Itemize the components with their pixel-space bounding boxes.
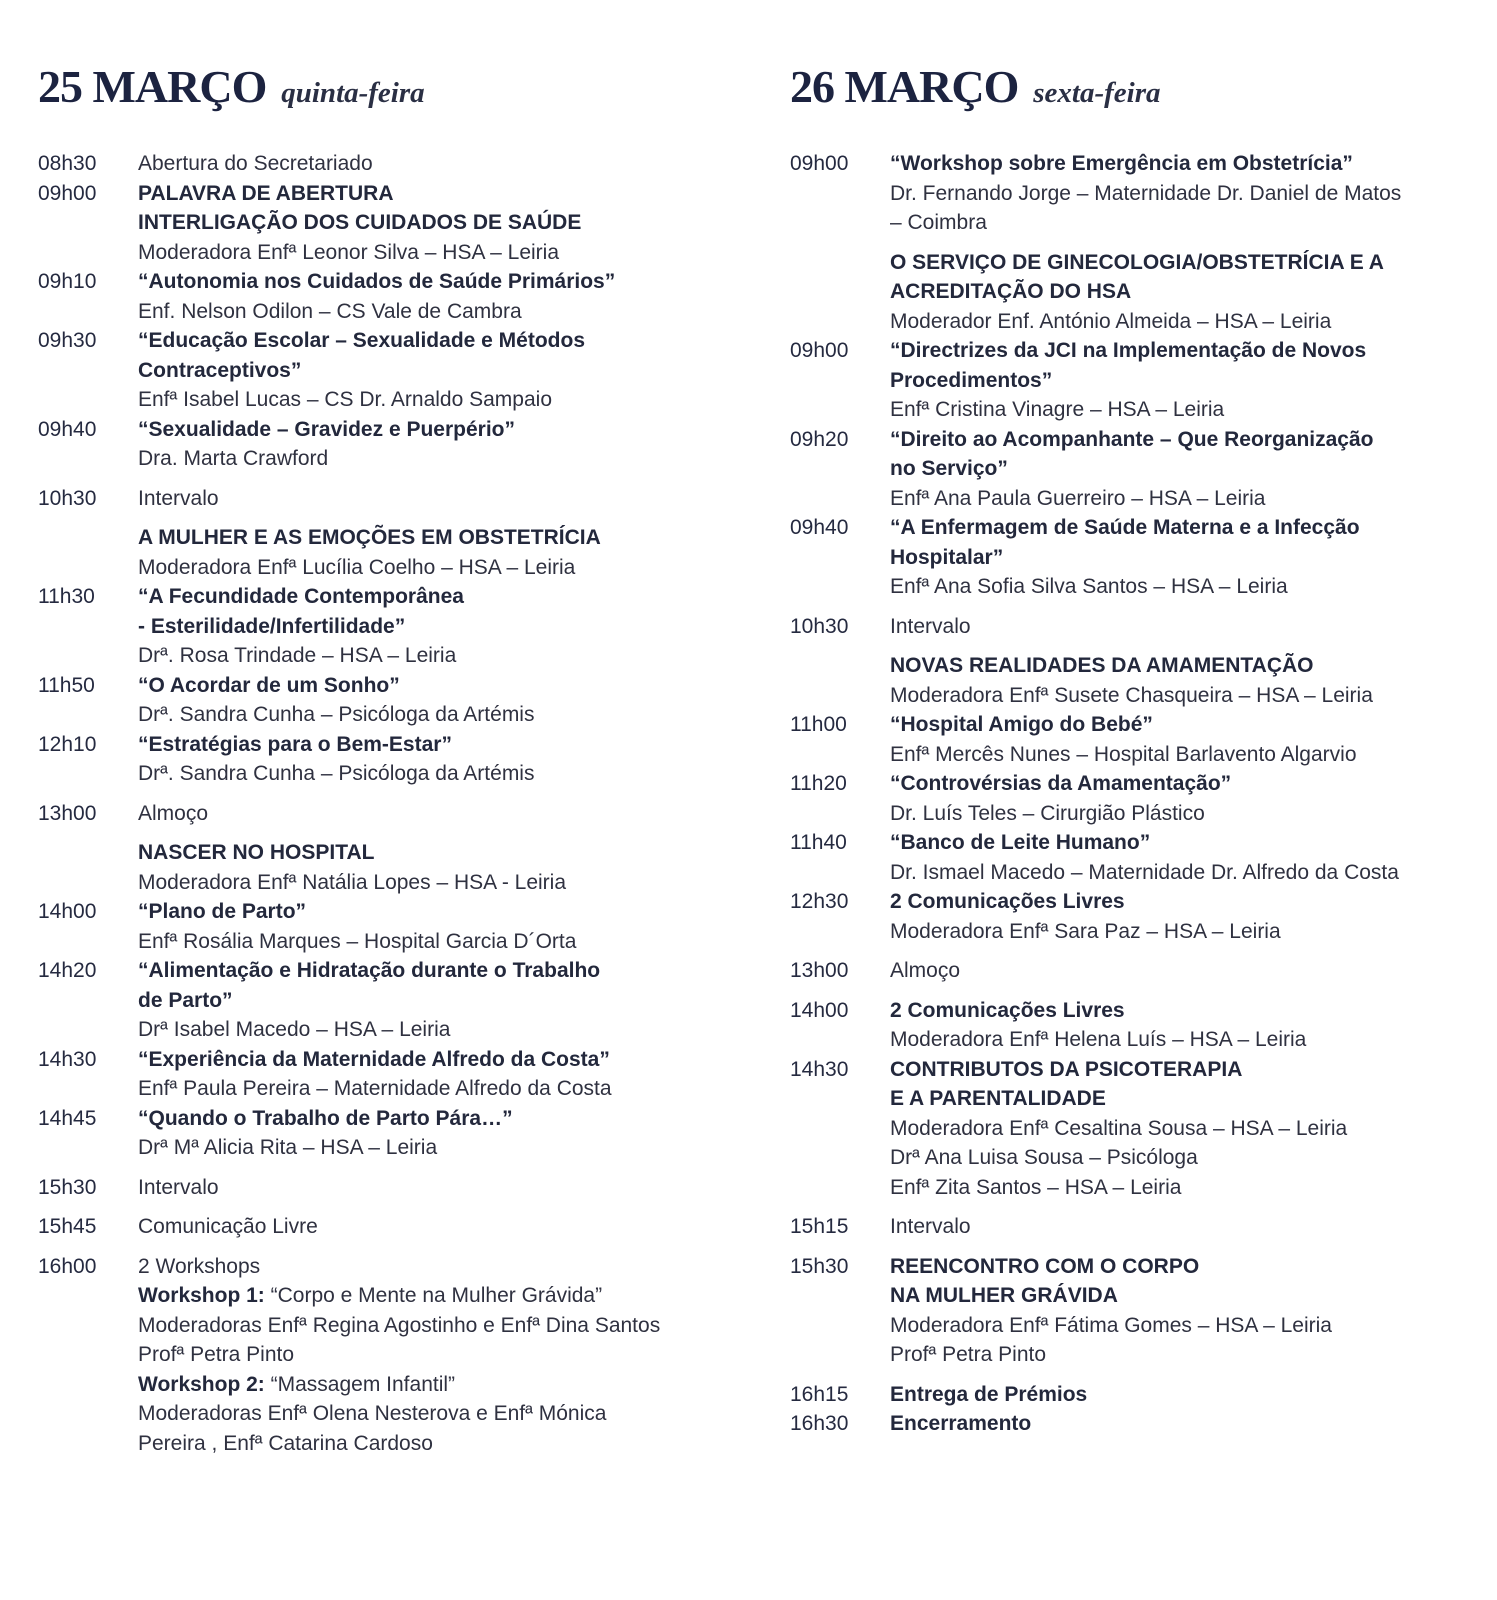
schedule-entry [38,956,738,1045]
schedule-entry [38,799,738,829]
session-title: “A Enfermagem de Saúde Materna e a Infecção [890,516,1360,539]
entry-time: 14h00 [38,900,97,923]
session-detail: Intervalo [890,1215,971,1238]
session-detail: Moderadora Enfª Leonor Silva – HSA – Leiria [138,240,560,264]
entry-time: 11h50 [38,673,95,697]
day-1-schedule [38,149,738,1458]
entry-details [138,267,738,326]
entry-details [890,1055,1480,1203]
entry-time: 11h00 [790,713,847,736]
entry-time: 09h10 [38,270,97,293]
day-1-weekday: quinta-feira [281,77,425,109]
session-detail: Dr. Luís Teles – Cirurgião Plástico [890,801,1205,825]
schedule-entry [38,326,738,415]
schedule-entry [790,248,1480,337]
entry-details [890,828,1480,887]
session-title: Encerramento [890,1412,1032,1435]
day-2-schedule [790,149,1480,1439]
schedule-entry [38,149,738,179]
workshop-label: Workshop 2: [138,1372,265,1396]
session-title: “Workshop sobre Emergência em Obstetrícia” [890,152,1353,175]
entry-details [138,1173,738,1203]
schedule-entry [38,730,738,789]
session-title: “A Fecundidade Contemporânea [138,585,464,608]
schedule-entry [790,336,1480,425]
entry-details [890,887,1480,946]
session-detail: 2 Workshops [138,1254,261,1278]
schedule-entry [38,1252,738,1459]
session-detail: Moderadora Enfª Fátima Gomes – HSA – Leiria [890,1313,1332,1337]
day-2-date: 26 MARÇO [790,61,1019,112]
entry-time: 09h40 [38,417,97,441]
schedule-entry [790,1252,1480,1370]
entry-details [890,513,1480,602]
session-detail: Enfª Mercês Nunes – Hospital Barlavento Algarvio [890,742,1357,766]
session-detail: – Coimbra [890,211,987,234]
session-title: “Controvérsias da Amamentação” [890,772,1232,795]
session-title: “Alimentação e Hidratação durante o Trabalho [138,959,601,982]
day-1-date: 25 MARÇO [38,61,267,112]
session-detail [138,1370,738,1400]
entry-details [890,710,1480,769]
schedule-entry [790,996,1480,1055]
entry-time: 15h45 [38,1215,97,1238]
session-detail: Dr. Ismael Macedo – Maternidade Dr. Alfredo da Costa [890,860,1399,884]
session-title: NASCER NO HOSPITAL [138,841,375,864]
entry-time: 09h30 [38,329,97,352]
session-title: “Hospital Amigo do Bebé” [890,713,1153,736]
entry-time: 14h20 [38,959,97,982]
session-detail: Moderadora Enfª Lucília Coelho – HSA – Leiria [138,555,576,579]
session-detail: Dr. Fernando Jorge – Maternidade Dr. Daniel de Matos [890,181,1402,205]
entry-time [790,248,890,337]
session-title: ACREDITAÇÃO DO HSA [890,280,1132,303]
session-title: INTERLIGAÇÃO DOS CUIDADOS DE SAÚDE [138,211,582,234]
schedule-entry [38,1212,738,1242]
entry-details [890,996,1480,1055]
session-detail: Profª Petra Pinto [890,1343,1047,1366]
session-detail: Intervalo [890,614,971,638]
session-detail: Moderadora Enfª Natália Lopes – HSA - Leiria [138,870,567,894]
entry-details [138,1212,738,1242]
session-detail: Drª Mª Alicia Rita – HSA – Leiria [138,1136,438,1159]
session-title: 2 Comunicações Livres [890,998,1125,1022]
schedule-entry [38,484,738,514]
day-2-column [790,60,1480,1439]
entry-details [890,248,1480,337]
session-title: “Autonomia nos Cuidados de Saúde Primários” [138,270,616,293]
session-detail: Abertura do Secretariado [138,152,373,175]
entry-time: 15h30 [38,1175,97,1199]
session-detail: Enfª Rosália Marques – Hospital Garcia D´Orta [138,929,577,953]
entry-details [890,956,1480,986]
entry-details [890,336,1480,425]
schedule-entry [790,956,1480,986]
entry-details [890,1212,1480,1242]
entry-time: 09h20 [790,427,849,451]
schedule-entry [790,769,1480,828]
session-detail: Almoço [890,959,961,982]
entry-details [890,612,1480,642]
entry-time: 13h00 [790,959,849,982]
entry-details [138,415,738,474]
entry-time: 16h15 [790,1382,849,1406]
entry-time [38,838,138,897]
session-detail: Moderadora Enfª Helena Luís – HSA – Leiria [890,1028,1307,1051]
entry-time [790,651,890,710]
session-detail: Drª Ana Luisa Sousa – Psicóloga [890,1146,1198,1169]
schedule-entry [38,1045,738,1104]
session-title: Hospitalar” [890,545,1004,569]
schedule-entry [38,671,738,730]
session-detail: Almoço [138,801,209,825]
entry-details [138,730,738,789]
entry-details [138,897,738,956]
entry-details [890,149,1480,238]
workshop-title: “Massagem Infantil” [264,1372,456,1396]
schedule-entry [790,149,1480,238]
entry-time [38,523,138,582]
schedule-entry [790,612,1480,642]
day-1-column [38,60,738,1458]
session-title: Entrega de Prémios [890,1382,1088,1406]
entry-time: 15h15 [790,1215,849,1238]
entry-details [890,651,1480,710]
entry-time: 14h30 [38,1047,97,1071]
schedule-entry [790,710,1480,769]
workshop-label: Workshop 1: [138,1284,265,1307]
session-title: “Direito ao Acompanhante – Que Reorganização [890,427,1374,451]
schedule-entry [38,897,738,956]
session-title: REENCONTRO COM O CORPO [890,1254,1200,1278]
session-detail: Drª. Sandra Cunha – Psicóloga da Artémis [138,703,535,726]
session-title: E A PARENTALIDADE [890,1087,1106,1110]
entry-time: 08h30 [38,152,97,175]
entry-time: 09h00 [790,152,849,175]
session-title: “Sexualidade – Gravidez e Puerpério” [138,417,515,441]
session-title: - Esterilidade/Infertilidade” [138,614,406,638]
schedule-entry [38,267,738,326]
schedule-entry [790,513,1480,602]
session-title: “Directrizes da JCI na Implementação de Novos [890,339,1367,362]
entry-details [890,1409,1480,1439]
session-title: Contraceptivos” [138,358,302,382]
entry-time: 11h30 [38,585,95,608]
entry-time: 09h00 [38,181,97,205]
schedule-entry [790,1212,1480,1242]
session-title: de Parto” [138,988,233,1012]
session-title: “Plano de Parto” [138,900,307,923]
schedule-entry [38,1104,738,1163]
entry-details [138,484,738,514]
entry-details [138,149,738,179]
session-detail: Enfª Ana Paula Guerreiro – HSA – Leiria [890,486,1266,510]
entry-time: 09h40 [790,516,849,539]
session-title: “O Acordar de um Sonho” [138,673,400,697]
session-title: “Estratégias para o Bem-Estar” [138,732,452,756]
entry-details [890,1252,1480,1370]
session-detail: Moderador Enf. António Almeida – HSA – Leiria [890,309,1332,333]
entry-details [138,1252,738,1459]
session-title: O SERVIÇO DE GINECOLOGIA/OBSTETRÍCIA E A [890,250,1384,274]
session-detail: Moderadoras Enfª Olena Nesterova e Enfª Mónica [138,1402,607,1425]
session-detail: Moderadora Enfª Susete Chasqueira – HSA – Leiria [890,683,1373,707]
schedule-entry [790,828,1480,887]
schedule-entry [790,425,1480,514]
session-title: “Educação Escolar – Sexualidade e Métodos [138,329,585,352]
entry-time: 14h00 [790,998,849,1022]
entry-time: 10h30 [790,614,849,638]
workshop-title: “Corpo e Mente na Mulher Grávida” [264,1284,603,1307]
schedule-entry [790,887,1480,946]
entry-time: 09h00 [790,339,849,362]
schedule-entry [790,1409,1480,1439]
entry-time: 10h30 [38,486,97,510]
entry-details [890,425,1480,514]
entry-time: 12h30 [790,890,849,913]
entry-time: 14h45 [38,1106,97,1130]
entry-details [138,179,738,268]
session-title: A MULHER E AS EMOÇÕES EM OBSTETRÍCIA [138,526,601,549]
session-detail: Intervalo [138,1175,219,1199]
entry-time: 12h10 [38,732,97,756]
session-title: CONTRIBUTOS DA PSICOTERAPIA [890,1057,1243,1081]
entry-time: 16h00 [38,1254,97,1278]
session-detail: Moderadora Enfª Cesaltina Sousa – HSA – Leiria [890,1116,1348,1140]
entry-details [138,1104,738,1163]
session-detail: Drª. Rosa Trindade – HSA – Leiria [138,644,457,667]
session-detail: Drª. Sandra Cunha – Psicóloga da Artémis [138,762,535,785]
session-title: “Experiência da Maternidade Alfredo da Costa” [138,1047,610,1071]
session-detail: Enfª Cristina Vinagre – HSA – Leiria [890,398,1225,421]
schedule-entry [790,651,1480,710]
session-detail: Enfª Zita Santos – HSA – Leiria [890,1175,1182,1199]
session-detail: Enfª Isabel Lucas – CS Dr. Arnaldo Sampaio [138,388,553,411]
schedule-entry [38,415,738,474]
entry-time: 15h30 [790,1254,849,1278]
session-detail: Profª Petra Pinto [138,1343,295,1366]
session-detail [138,1281,738,1311]
entry-time: 13h00 [38,801,97,825]
session-title: no Serviço” [890,457,1008,480]
entry-details [138,671,738,730]
session-detail: Enfª Paula Pereira – Maternidade Alfredo da Costa [138,1077,612,1100]
entry-details [890,769,1480,828]
entry-time: 11h40 [790,831,847,854]
session-detail: Pereira , Enfª Catarina Cardoso [138,1431,433,1455]
session-title: NA MULHER GRÁVIDA [890,1284,1118,1307]
entry-details [138,523,738,582]
entry-time: 14h30 [790,1057,849,1081]
schedule-entry [38,582,738,671]
session-title: “Quando o Trabalho de Parto Pára…” [138,1106,513,1130]
schedule-entry [38,179,738,268]
entry-details [138,799,738,829]
session-detail: Dra. Marta Crawford [138,447,329,470]
entry-time: 11h20 [790,772,847,795]
session-detail: Enf. Nelson Odilon – CS Vale de Cambra [138,299,522,323]
schedule-entry [38,838,738,897]
session-title: NOVAS REALIDADES DA AMAMENTAÇÃO [890,654,1314,677]
session-detail: Enfª Ana Sofia Silva Santos – HSA – Leiria [890,575,1288,598]
day-2-heading [790,60,1480,113]
entry-details [138,1045,738,1104]
entry-time: 16h30 [790,1412,849,1435]
schedule-entry [38,523,738,582]
session-title: “Banco de Leite Humano” [890,831,1151,854]
entry-details [138,582,738,671]
entry-details [138,838,738,897]
entry-details [138,956,738,1045]
day-1-heading [38,60,738,113]
session-detail: Drª Isabel Macedo – HSA – Leiria [138,1018,451,1041]
entry-details [890,1380,1480,1410]
day-2-weekday: sexta-feira [1033,77,1161,109]
schedule-entry [790,1380,1480,1410]
session-title: Procedimentos” [890,368,1053,392]
session-detail: Moderadoras Enfª Regina Agostinho e Enfª Dina Santos [138,1313,661,1337]
session-title: PALAVRA DE ABERTURA [138,181,394,205]
schedule-entry [790,1055,1480,1203]
session-detail: Comunicação Livre [138,1215,318,1238]
entry-details [138,326,738,415]
session-title: 2 Comunicações Livres [890,890,1125,913]
session-detail: Intervalo [138,486,219,510]
session-detail: Moderadora Enfª Sara Paz – HSA – Leiria [890,919,1281,943]
schedule-entry [38,1173,738,1203]
